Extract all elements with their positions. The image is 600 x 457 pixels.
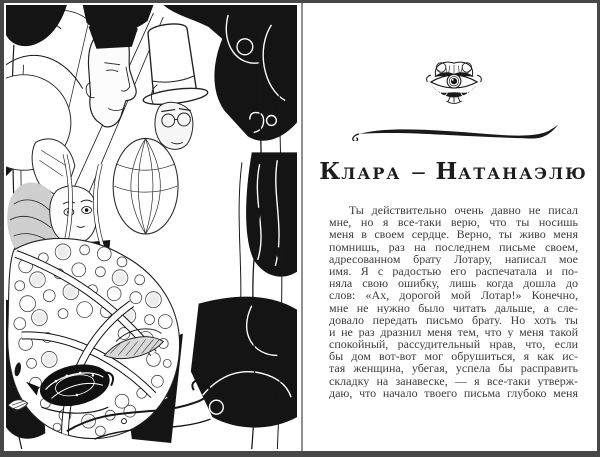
title-word: ЛАРА — [341, 164, 402, 183]
body-line: Ты действительно очень давно не писал — [349, 204, 578, 217]
body-line: складку на занавеске, — я все-таки утверж- — [329, 374, 578, 387]
title-initial: К — [319, 158, 342, 185]
body-line: слов: «Ах, дорогой мой Лотар!» Конечно, — [329, 289, 578, 302]
art-nouveau-illustration — [6, 5, 297, 449]
title-word: АТАНАЭЛЮ — [458, 164, 588, 183]
body-line: довало передать письмо брату. Но хоть ты — [329, 313, 578, 326]
body-line: тая женщина, убегая, успела бы расправить — [329, 362, 578, 375]
page-left-illustration[interactable] — [4, 3, 301, 451]
body-line: меня в своем сердце. Верно, ты живо меня — [329, 228, 578, 241]
chapter-title — [319, 158, 588, 185]
page-right-text[interactable] — [303, 3, 597, 451]
body-text — [329, 204, 578, 399]
flourish-swash-icon — [347, 121, 561, 141]
title-dash: — — [411, 165, 426, 181]
body-line: няла свою ошибку, лишь когда дошла до — [329, 277, 578, 290]
body-line: даю, что начало твоего письма глубоко меня — [329, 386, 578, 399]
body-line: мне не нужно было читать дальше, а сле- — [329, 301, 578, 314]
flourish-divider — [347, 121, 561, 141]
body-line: помнишь, раз на последнем письме своем, — [329, 240, 578, 253]
body-line: мне, но я все-таки верю, что ты носишь — [329, 216, 578, 229]
body-line: имя. Я с радостью его распечатала и по- — [329, 264, 578, 278]
eye-ornament — [425, 58, 483, 106]
body-line: и не раз дразнил меня тем, что у меня такой — [329, 325, 578, 339]
body-line: бы дом вот-вот мог обрушиться, я как ис- — [329, 350, 578, 363]
title-initial: Н — [435, 158, 459, 185]
spread — [4, 3, 597, 451]
body-line: спокойный, рассудительный нрав, что, если — [329, 338, 578, 351]
eye-emblem-icon — [425, 58, 483, 106]
body-line: адресованном брату Лотару, написал мое — [329, 252, 578, 265]
